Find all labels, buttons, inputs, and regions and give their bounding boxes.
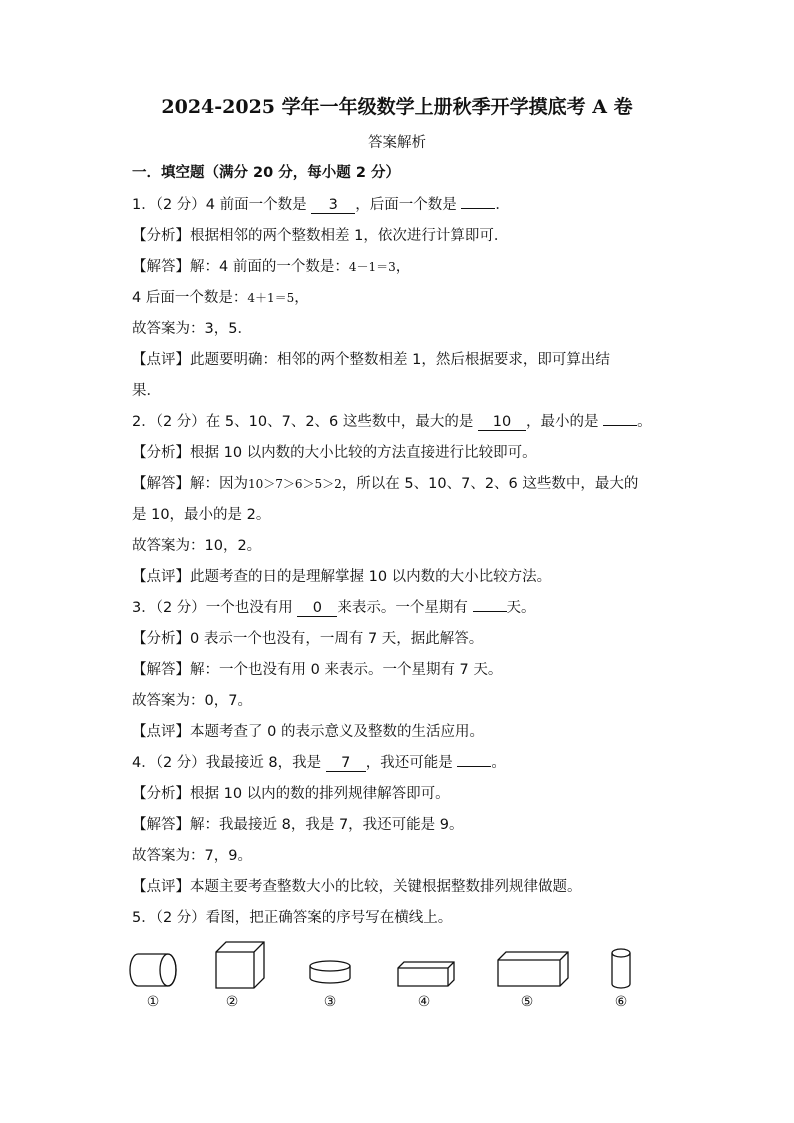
flat-cylinder-icon xyxy=(304,958,356,988)
q1-solution: 【解答】解：4 前面的一个数是：4－1＝3， xyxy=(132,259,411,275)
q3-answer: 故答案为：0，7。 xyxy=(132,693,252,709)
answer-blank-empty xyxy=(603,425,637,426)
question-4: 4．（2 分）我最接近 8，我是 7 ，我还可能是 。 xyxy=(132,755,506,771)
answer-blank-empty xyxy=(457,766,491,767)
answer-blank: 0 xyxy=(297,600,337,617)
shape-label: ② xyxy=(225,994,239,1010)
q3-comment: 【点评】本题考查了 0 的表示意义及整数的生活应用。 xyxy=(132,724,484,740)
q1-comment: 【点评】此题要明确：相邻的两个整数相差 1，然后根据要求，即可算出结 xyxy=(132,352,610,368)
q3-solution: 【解答】解：一个也没有用 0 来表示。一个星期有 7 天。 xyxy=(132,662,503,678)
cube-icon xyxy=(212,938,270,992)
question-1: 1．（2 分）4 前面一个数是 3 ，后面一个数是 ． xyxy=(132,197,510,213)
q1-comment-2: 果． xyxy=(132,383,161,399)
q2-solution: 【解答】解：因为10＞7＞6＞5＞2，所以在 5、10、7、2、6 这些数中，最大的 xyxy=(132,476,639,492)
question-3: 3．（2 分）一个也没有用 0 来表示。一个星期有 天。 xyxy=(132,600,536,616)
answer-blank: 7 xyxy=(326,755,366,772)
q1-solution-2: 4 后面一个数是：4＋1＝5， xyxy=(132,290,309,306)
q4-answer: 故答案为：7，9。 xyxy=(132,848,252,864)
q2-analysis: 【分析】根据 10 以内数的大小比较的方法直接进行比较即可。 xyxy=(132,445,537,461)
shape-label: ① xyxy=(146,994,160,1010)
answer-blank: 10 xyxy=(478,414,526,431)
shape-label: ⑥ xyxy=(614,994,628,1010)
answer-blank-empty xyxy=(461,208,495,209)
q4-comment: 【点评】本题主要考查整数大小的比较，关键根据整数排列规律做题。 xyxy=(132,879,582,895)
cylinder-lying-icon xyxy=(128,950,180,990)
cuboid-flat-icon xyxy=(394,958,458,990)
q2-solution-2: 是 10，最小的是 2。 xyxy=(132,507,271,523)
shape-label: ⑤ xyxy=(520,994,534,1010)
shape-label: ④ xyxy=(417,994,431,1010)
page-title: 2024-2025 学年一年级数学上册秋季开学摸底考 A 卷 xyxy=(161,96,633,118)
question-5: 5．（2 分）看图，把正确答案的序号写在横线上。 xyxy=(132,910,453,926)
answer-blank: 3 xyxy=(311,197,355,214)
section-heading: 一．填空题（满分 20 分，每小题 2 分） xyxy=(132,165,400,181)
q3-analysis: 【分析】0 表示一个也没有，一周有 7 天，据此解答。 xyxy=(132,631,484,647)
question-2: 2．（2 分）在 5、10、7、2、6 这些数中，最大的是 10 ，最小的是 。 xyxy=(132,414,652,430)
q4-analysis: 【分析】根据 10 以内的数的排列规律解答即可。 xyxy=(132,786,450,802)
cylinder-standing-icon xyxy=(608,946,634,992)
page-subtitle: 答案解析 xyxy=(368,135,426,151)
q4-solution: 【解答】解：我最接近 8，我是 7，我还可能是 9。 xyxy=(132,817,464,833)
q2-answer: 故答案为：10，2。 xyxy=(132,538,262,554)
q1-analysis: 【分析】根据相邻的两个整数相差 1，依次进行计算即可． xyxy=(132,228,509,244)
shape-label: ③ xyxy=(323,994,337,1010)
cuboid-long-icon xyxy=(494,948,572,990)
answer-blank-empty xyxy=(473,611,507,612)
q1-answer: 故答案为：3，5． xyxy=(132,321,252,337)
q2-comment: 【点评】此题考查的日的是理解掌握 10 以内数的大小比较方法。 xyxy=(132,569,552,585)
